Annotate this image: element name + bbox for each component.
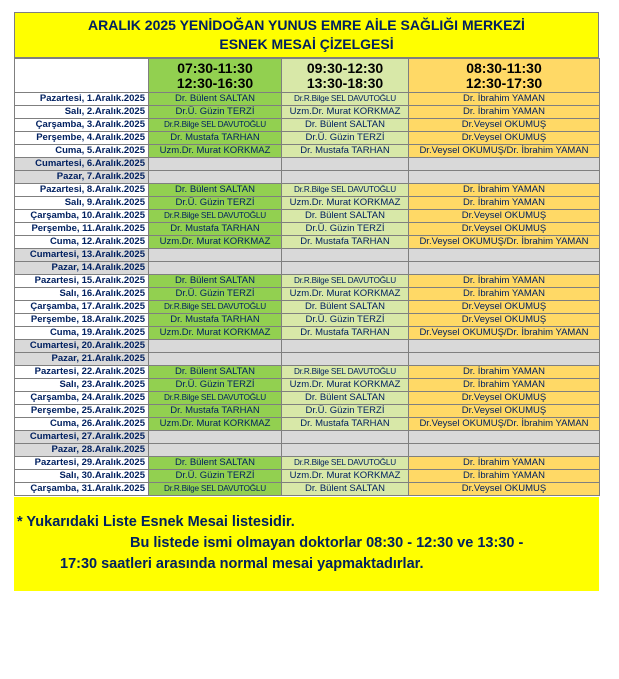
day-cell: Çarşamba, 3.Aralık.2025 <box>15 119 149 132</box>
shift-2-cell: Dr.Ü. Güzin TERZİ <box>282 314 409 327</box>
shift-2-cell <box>282 171 409 184</box>
shift-3-cell <box>409 171 600 184</box>
shift-2-cell: Dr.R.Bilge SEL DAVUTOĞLU <box>282 366 409 379</box>
schedule-body <box>15 59 600 496</box>
day-cell: Cumartesi, 20.Aralık.2025 <box>15 340 149 353</box>
shift-3-cell: Dr.Veysel OKUMUŞ <box>409 405 600 418</box>
shift-2-cell <box>282 444 409 457</box>
shift-2-cell <box>282 431 409 444</box>
shift-1-cell: Dr. Mustafa TARHAN <box>149 132 282 145</box>
day-cell: Salı, 16.Aralık.2025 <box>15 288 149 301</box>
shift-1-cell: Dr.R.Bilge SEL DAVUTOĞLU <box>149 483 282 496</box>
shift-2-cell: Dr. Bülent SALTAN <box>282 301 409 314</box>
table-row <box>15 288 600 301</box>
table-row <box>15 119 600 132</box>
shift-2-cell: Dr. Mustafa TARHAN <box>282 418 409 431</box>
shift-2-cell <box>282 353 409 366</box>
shift-2-cell: Dr.Ü. Güzin TERZİ <box>282 132 409 145</box>
shift-3-cell <box>409 431 600 444</box>
shift-2-cell: Uzm.Dr. Murat KORKMAZ <box>282 288 409 301</box>
shift-3-cell: Dr. İbrahim YAMAN <box>409 470 600 483</box>
page-subtitle: ESNEK MESAİ ÇİZELGESİ <box>219 36 394 52</box>
table-row <box>15 184 600 197</box>
shift-1-cell: Dr.Ü. Güzin TERZİ <box>149 288 282 301</box>
shift-3-cell: Dr. İbrahim YAMAN <box>409 288 600 301</box>
day-cell: Pazartesi, 15.Aralık.2025 <box>15 275 149 288</box>
shift-2-cell: Dr.Ü. Güzin TERZİ <box>282 405 409 418</box>
shift-1-cell: Dr.Ü. Güzin TERZİ <box>149 197 282 210</box>
shift-1-morning: 07:30-11:30 <box>177 59 253 76</box>
shift-3-cell: Dr.Veysel OKUMUŞ <box>409 483 600 496</box>
shift-1-cell: Uzm.Dr. Murat KORKMAZ <box>149 236 282 249</box>
day-cell: Salı, 30.Aralık.2025 <box>15 470 149 483</box>
shift-2-cell <box>282 340 409 353</box>
table-row <box>15 262 600 275</box>
shift-1-cell: Dr. Mustafa TARHAN <box>149 223 282 236</box>
shift-3-cell: Dr.Veysel OKUMUŞ <box>409 132 600 145</box>
shift-2-morning: 09:30-12:30 <box>306 59 384 76</box>
shift-1-cell <box>149 444 282 457</box>
shift-3-cell: Dr.Veysel OKUMUŞ <box>409 301 600 314</box>
day-cell: Perşembe, 25.Aralık.2025 <box>15 405 149 418</box>
day-cell: Salı, 23.Aralık.2025 <box>15 379 149 392</box>
shift-1-cell: Dr. Bülent SALTAN <box>149 457 282 470</box>
day-cell: Pazartesi, 8.Aralık.2025 <box>15 184 149 197</box>
shift-3-morning: 08:30-11:30 <box>466 59 542 76</box>
shift-3-cell: Dr.Veysel OKUMUŞ <box>409 119 600 132</box>
shift-3-cell: Dr.Veysel OKUMUŞ/Dr. İbrahim YAMAN <box>409 236 600 249</box>
shift-2-cell: Dr.Ü. Güzin TERZİ <box>282 223 409 236</box>
shift-2-cell: Dr. Bülent SALTAN <box>282 392 409 405</box>
shift-2-cell: Uzm.Dr. Murat KORKMAZ <box>282 197 409 210</box>
table-row <box>15 444 600 457</box>
note-line-3: 17:30 saatleri arasında normal mesai yapmaktadırlar. <box>60 556 424 572</box>
shift-3-cell <box>409 444 600 457</box>
shift-3-cell: Dr.Veysel OKUMUŞ/Dr. İbrahim YAMAN <box>409 418 600 431</box>
day-cell: Cuma, 5.Aralık.2025 <box>15 145 149 158</box>
shift-1-cell <box>149 431 282 444</box>
note-box <box>14 497 599 591</box>
header-row <box>15 59 600 93</box>
shift-1-cell <box>149 249 282 262</box>
day-cell: Pazar, 28.Aralık.2025 <box>15 444 149 457</box>
table-row <box>15 327 600 340</box>
table-row <box>15 457 600 470</box>
shift-2-cell <box>282 262 409 275</box>
header-shift-1 <box>149 59 282 93</box>
shift-1-cell: Dr. Mustafa TARHAN <box>149 405 282 418</box>
shift-2-cell: Dr. Mustafa TARHAN <box>282 145 409 158</box>
shift-2-cell: Dr.R.Bilge SEL DAVUTOĞLU <box>282 275 409 288</box>
day-cell: Pazar, 7.Aralık.2025 <box>15 171 149 184</box>
shift-3-cell <box>409 340 600 353</box>
header-empty-cell <box>15 59 149 93</box>
table-row <box>15 275 600 288</box>
shift-1-cell: Uzm.Dr. Murat KORKMAZ <box>149 145 282 158</box>
header-shift-2 <box>282 59 409 93</box>
shift-1-cell: Dr.R.Bilge SEL DAVUTOĞLU <box>149 119 282 132</box>
table-row <box>15 132 600 145</box>
shift-1-cell: Dr.R.Bilge SEL DAVUTOĞLU <box>149 392 282 405</box>
day-cell: Salı, 9.Aralık.2025 <box>15 197 149 210</box>
title-box <box>14 12 599 58</box>
shift-2-cell: Dr. Bülent SALTAN <box>282 210 409 223</box>
day-cell: Perşembe, 4.Aralık.2025 <box>15 132 149 145</box>
table-row <box>15 379 600 392</box>
schedule-sheet <box>14 12 599 591</box>
shift-1-cell: Dr. Bülent SALTAN <box>149 366 282 379</box>
shift-3-cell: Dr. İbrahim YAMAN <box>409 184 600 197</box>
page-title: ARALIK 2025 YENİDOĞAN YUNUS EMRE AİLE SAĞLIĞI MERKEZİ <box>88 17 525 33</box>
shift-3-cell: Dr. İbrahim YAMAN <box>409 379 600 392</box>
table-row <box>15 418 600 431</box>
day-cell: Salı, 2.Aralık.2025 <box>15 106 149 119</box>
shift-3-cell <box>409 158 600 171</box>
day-cell: Cuma, 19.Aralık.2025 <box>15 327 149 340</box>
shift-3-cell: Dr. İbrahim YAMAN <box>409 197 600 210</box>
shift-3-cell <box>409 353 600 366</box>
note-line-1: * Yukarıdaki Liste Esnek Mesai listesidir. <box>17 514 295 530</box>
shift-1-cell: Dr.R.Bilge SEL DAVUTOĞLU <box>149 210 282 223</box>
shift-1-cell: Dr.Ü. Güzin TERZİ <box>149 106 282 119</box>
table-row <box>15 431 600 444</box>
shift-2-cell: Dr.R.Bilge SEL DAVUTOĞLU <box>282 93 409 106</box>
shift-2-afternoon: 13:30-18:30 <box>306 74 384 91</box>
table-row <box>15 93 600 106</box>
table-row <box>15 223 600 236</box>
shift-1-cell: Dr.Ü. Güzin TERZİ <box>149 470 282 483</box>
shift-2-cell: Uzm.Dr. Murat KORKMAZ <box>282 379 409 392</box>
table-row <box>15 145 600 158</box>
shift-1-cell: Uzm.Dr. Murat KORKMAZ <box>149 418 282 431</box>
shift-2-cell: Dr. Mustafa TARHAN <box>282 236 409 249</box>
day-cell: Çarşamba, 24.Aralık.2025 <box>15 392 149 405</box>
shift-2-cell: Uzm.Dr. Murat KORKMAZ <box>282 106 409 119</box>
table-row <box>15 197 600 210</box>
shift-1-cell <box>149 158 282 171</box>
day-cell: Çarşamba, 17.Aralık.2025 <box>15 301 149 314</box>
shift-1-cell: Uzm.Dr. Murat KORKMAZ <box>149 327 282 340</box>
shift-3-cell: Dr.Veysel OKUMUŞ/Dr. İbrahim YAMAN <box>409 145 600 158</box>
day-cell: Cuma, 26.Aralık.2025 <box>15 418 149 431</box>
shift-3-afternoon: 12:30-17:30 <box>465 74 543 91</box>
day-cell: Perşembe, 18.Aralık.2025 <box>15 314 149 327</box>
table-row <box>15 405 600 418</box>
day-cell: Cumartesi, 27.Aralık.2025 <box>15 431 149 444</box>
shift-3-cell <box>409 249 600 262</box>
table-row <box>15 392 600 405</box>
shift-2-cell <box>282 249 409 262</box>
shift-3-cell: Dr.Veysel OKUMUŞ <box>409 392 600 405</box>
shift-2-cell: Dr. Bülent SALTAN <box>282 483 409 496</box>
shift-3-cell: Dr.Veysel OKUMUŞ <box>409 210 600 223</box>
table-row <box>15 301 600 314</box>
shift-2-cell: Dr.R.Bilge SEL DAVUTOĞLU <box>282 184 409 197</box>
shift-1-cell <box>149 171 282 184</box>
shift-3-cell: Dr. İbrahim YAMAN <box>409 275 600 288</box>
day-cell: Pazartesi, 22.Aralık.2025 <box>15 366 149 379</box>
day-cell: Çarşamba, 31.Aralık.2025 <box>15 483 149 496</box>
table-row <box>15 171 600 184</box>
table-row <box>15 353 600 366</box>
day-cell: Perşembe, 11.Aralık.2025 <box>15 223 149 236</box>
day-cell: Cumartesi, 6.Aralık.2025 <box>15 158 149 171</box>
day-cell: Pazar, 14.Aralık.2025 <box>15 262 149 275</box>
shift-2-cell: Dr.R.Bilge SEL DAVUTOĞLU <box>282 457 409 470</box>
shift-3-cell: Dr.Veysel OKUMUŞ/Dr. İbrahim YAMAN <box>409 327 600 340</box>
day-cell: Pazartesi, 1.Aralık.2025 <box>15 93 149 106</box>
shift-1-cell <box>149 353 282 366</box>
table-row <box>15 249 600 262</box>
day-cell: Pazar, 21.Aralık.2025 <box>15 353 149 366</box>
shift-1-cell <box>149 340 282 353</box>
table-row <box>15 210 600 223</box>
table-row <box>15 236 600 249</box>
table-row <box>15 106 600 119</box>
day-cell: Çarşamba, 10.Aralık.2025 <box>15 210 149 223</box>
note-line-2: Bu listede ismi olmayan doktorlar 08:30 - 12:30 ve 13:30 - <box>130 535 524 551</box>
shift-1-cell: Dr. Bülent SALTAN <box>149 93 282 106</box>
shift-1-afternoon: 12:30-16:30 <box>176 74 254 91</box>
table-row <box>15 483 600 496</box>
shift-3-cell: Dr. İbrahim YAMAN <box>409 106 600 119</box>
shift-2-cell: Dr. Mustafa TARHAN <box>282 327 409 340</box>
shift-1-cell: Dr. Mustafa TARHAN <box>149 314 282 327</box>
shift-3-cell: Dr. İbrahim YAMAN <box>409 93 600 106</box>
shift-1-cell <box>149 262 282 275</box>
shift-1-cell: Dr.R.Bilge SEL DAVUTOĞLU <box>149 301 282 314</box>
shift-3-cell: Dr. İbrahim YAMAN <box>409 457 600 470</box>
shift-1-cell: Dr. Bülent SALTAN <box>149 275 282 288</box>
shift-3-cell <box>409 262 600 275</box>
day-cell: Cumartesi, 13.Aralık.2025 <box>15 249 149 262</box>
shift-3-cell: Dr. İbrahim YAMAN <box>409 366 600 379</box>
table-row <box>15 314 600 327</box>
table-row <box>15 470 600 483</box>
table-row <box>15 366 600 379</box>
header-shift-3 <box>409 59 600 93</box>
schedule-table <box>14 58 600 496</box>
table-row <box>15 158 600 171</box>
shift-1-cell: Dr.Ü. Güzin TERZİ <box>149 379 282 392</box>
shift-1-cell: Dr. Bülent SALTAN <box>149 184 282 197</box>
table-row <box>15 340 600 353</box>
shift-3-cell: Dr.Veysel OKUMUŞ <box>409 223 600 236</box>
shift-2-cell <box>282 158 409 171</box>
shift-2-cell: Dr. Bülent SALTAN <box>282 119 409 132</box>
shift-3-cell: Dr.Veysel OKUMUŞ <box>409 314 600 327</box>
shift-2-cell: Uzm.Dr. Murat KORKMAZ <box>282 470 409 483</box>
day-cell: Cuma, 12.Aralık.2025 <box>15 236 149 249</box>
day-cell: Pazartesi, 29.Aralık.2025 <box>15 457 149 470</box>
